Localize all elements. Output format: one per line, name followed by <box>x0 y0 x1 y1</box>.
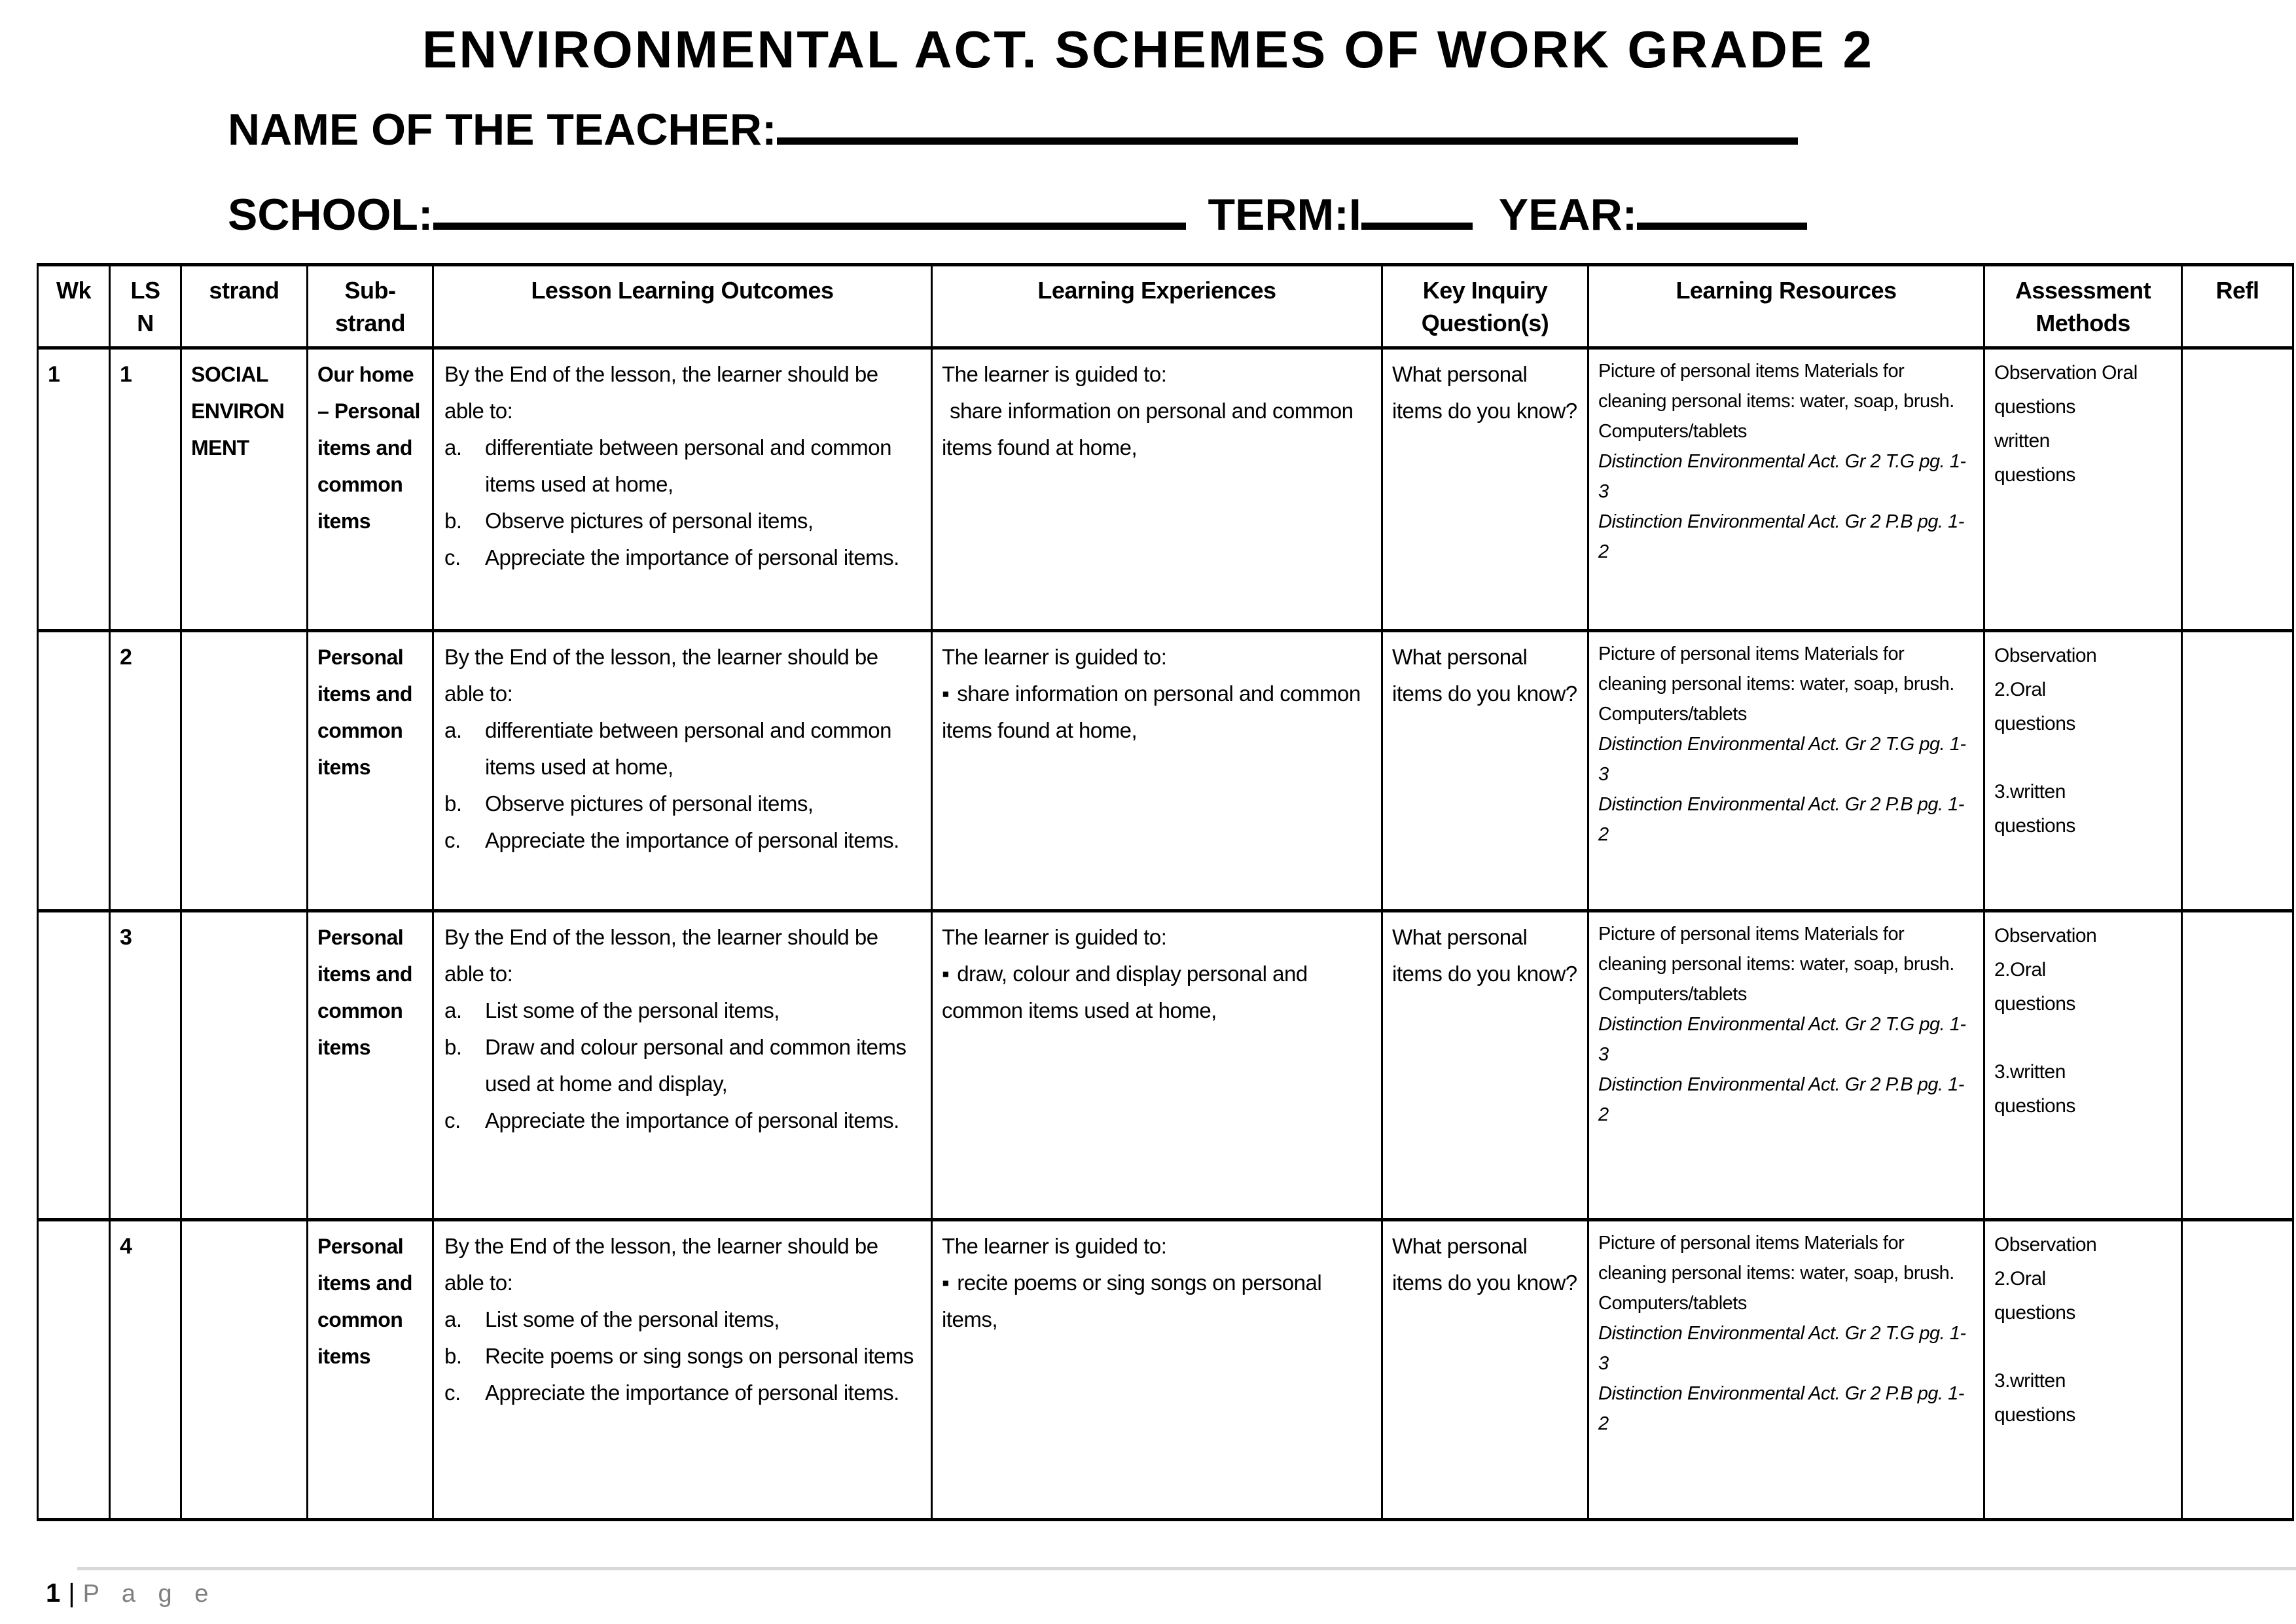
outcomes-intro: By the End of the lesson, the learner should be able to: <box>444 1234 878 1295</box>
teacher-name-line <box>228 99 1798 155</box>
resources-text: Picture of personal items Materials for cleaning personal items: water, soap, brush. <box>1598 361 1954 412</box>
resources-text: Picture of personal items Materials for cleaning personal items: water, soap, brush. <box>1598 924 1954 975</box>
resources-reference: Distinction Environmental Act. Gr 2 P.B pg. 1-2 <box>1598 794 1964 845</box>
assessment-cell: Observation Oral questions written questions <box>1984 348 2182 631</box>
resources-reference: Distinction Environmental Act. Gr 2 T.G pg. 1-3 <box>1598 451 1966 502</box>
resources-reference: Distinction Environmental Act. Gr 2 P.B pg. 1-2 <box>1598 1383 1964 1434</box>
wk-cell: 1 <box>38 348 110 631</box>
school-blank <box>433 185 1186 230</box>
strand-cell: SOCIAL ENVIRON MENT <box>181 348 308 631</box>
bullet-marker: ▪ <box>942 1271 950 1295</box>
col-header-substrand: Sub-strand <box>308 265 433 348</box>
wk-cell <box>38 911 110 1220</box>
outcome-item: b. Recite poems or sing songs on personal items <box>444 1344 914 1368</box>
experiences-cell <box>932 631 1382 911</box>
resources-cell <box>1588 631 1984 911</box>
outcome-item: b. Draw and colour personal and common items used at home and display, <box>444 1035 906 1096</box>
outcome-item: a. differentiate between personal and common items used at home, <box>444 718 891 779</box>
term-label: TERM: <box>1208 190 1349 240</box>
experiences-text: ▪ recite poems or sing songs on personal items, <box>942 1271 1322 1331</box>
lsn-cell: 2 <box>110 631 181 911</box>
assessment-cell: Observation 2.Oral questions 3.written questions <box>1984 911 2182 1220</box>
substrand-cell: Personal items and common items <box>308 631 433 911</box>
col-header-assessment: Assessment Methods <box>1984 265 2182 348</box>
experiences-cell <box>932 1220 1382 1520</box>
footer-divider <box>77 1567 2296 1570</box>
inquiry-cell: What personal items do you know? <box>1382 911 1588 1220</box>
outcome-item: c. Appreciate the importance of personal items. <box>444 545 899 569</box>
outcome-item: a. List some of the personal items, <box>444 998 780 1022</box>
table-header-row <box>38 265 2293 348</box>
outcomes-intro: By the End of the lesson, the learner should be able to: <box>444 645 878 706</box>
resources-reference: Distinction Environmental Act. Gr 2 P.B pg. 1-2 <box>1598 511 1964 562</box>
substrand-cell: Personal items and common items <box>308 1220 433 1520</box>
outcome-item: c. Appreciate the importance of personal items. <box>444 828 899 852</box>
outcome-item: b. Observe pictures of personal items, <box>444 509 814 533</box>
page-footer <box>46 1579 216 1608</box>
refl-cell <box>2182 348 2293 631</box>
outcome-item: c. Appreciate the importance of personal items. <box>444 1108 899 1132</box>
outcome-item: a. differentiate between personal and common items used at home, <box>444 435 891 496</box>
year-label: YEAR: <box>1498 190 1638 240</box>
col-header-outcomes: Lesson Learning Outcomes <box>433 265 932 348</box>
experiences-intro: The learner is guided to: <box>942 362 1167 386</box>
outcomes-cell <box>433 348 932 631</box>
outcome-item: c. Appreciate the importance of personal items. <box>444 1380 899 1405</box>
outcomes-intro: By the End of the lesson, the learner should be able to: <box>444 925 878 986</box>
outcome-item: b. Observe pictures of personal items, <box>444 791 814 816</box>
table-row <box>38 348 2293 631</box>
lsn-cell: 3 <box>110 911 181 1220</box>
col-header-wk: Wk <box>38 265 110 348</box>
resources-reference: Distinction Environmental Act. Gr 2 T.G pg. 1-3 <box>1598 1323 1966 1374</box>
substrand-cell: Personal items and common items <box>308 911 433 1220</box>
term-blank <box>1361 185 1473 230</box>
page-title: ENVIRONMENTAL ACT. SCHEMES OF WORK GRADE 2 <box>422 20 1874 79</box>
col-header-resources: Learning Resources <box>1588 265 1984 348</box>
resources-reference: Distinction Environmental Act. Gr 2 P.B pg. 1-2 <box>1598 1074 1964 1125</box>
refl-cell <box>2182 1220 2293 1520</box>
strand-cell <box>181 1220 308 1520</box>
resources-reference: Distinction Environmental Act. Gr 2 T.G pg. 1-3 <box>1598 734 1966 785</box>
teacher-name-blank <box>777 99 1798 145</box>
resources-text: Picture of personal items Materials for cleaning personal items: water, soap, brush. <box>1598 1233 1954 1284</box>
inquiry-cell: What personal items do you know? <box>1382 631 1588 911</box>
wk-cell <box>38 631 110 911</box>
col-header-strand: strand <box>181 265 308 348</box>
bullet-marker: ▪ <box>942 681 950 706</box>
outcomes-intro: By the End of the lesson, the learner should be able to: <box>444 362 878 423</box>
bullet-marker: ▪ <box>942 962 950 986</box>
resources-text: Picture of personal items Materials for cleaning personal items: water, soap, brush. Computers/tablets <box>1598 643 1954 725</box>
strand-cell <box>181 911 308 1220</box>
experiences-intro: The learner is guided to: <box>942 1234 1167 1258</box>
table-row <box>38 911 2293 1220</box>
page-label: P a g e <box>82 1580 217 1608</box>
outcomes-cell <box>433 911 932 1220</box>
outcomes-cell <box>433 631 932 911</box>
resources-cell <box>1588 1220 1984 1520</box>
table-row <box>38 631 2293 911</box>
col-header-lsn: LS N <box>110 265 181 348</box>
resources-cell <box>1588 348 1984 631</box>
assessment-cell: Observation 2.Oral questions 3.written questions <box>1984 631 2182 911</box>
refl-cell <box>2182 631 2293 911</box>
experiences-cell <box>932 911 1382 1220</box>
teacher-label: NAME OF THE TEACHER: <box>228 105 777 154</box>
substrand-cell: Our home – Personal items and common items <box>308 348 433 631</box>
resources-text: Computers/tablets <box>1598 984 1747 1005</box>
table-row <box>38 1220 2293 1520</box>
outcomes-cell <box>433 1220 932 1520</box>
experiences-text: ▪ share information on personal and common items found at home, <box>942 681 1361 742</box>
experiences-intro: The learner is guided to: <box>942 645 1167 669</box>
resources-cell <box>1588 911 1984 1220</box>
resources-text: Computers/tablets <box>1598 421 1747 442</box>
resources-text: Computers/tablets <box>1598 1293 1747 1314</box>
refl-cell <box>2182 911 2293 1220</box>
experiences-cell <box>932 348 1382 631</box>
col-header-inquiry: Key Inquiry Question(s) <box>1382 265 1588 348</box>
experiences-text: share information on personal and common items found at home, <box>942 399 1354 460</box>
experiences-intro: The learner is guided to: <box>942 925 1167 949</box>
inquiry-cell: What personal items do you know? <box>1382 1220 1588 1520</box>
col-header-refl: Refl <box>2182 265 2293 348</box>
footer-separator: | <box>68 1579 75 1608</box>
col-header-experiences: Learning Experiences <box>932 265 1382 348</box>
schemes-of-work-table <box>37 263 2294 1521</box>
experiences-text: ▪ draw, colour and display personal and common items used at home, <box>942 962 1308 1022</box>
wk-cell <box>38 1220 110 1520</box>
page-number: 1 <box>46 1579 61 1608</box>
outcome-item: a. List some of the personal items, <box>444 1307 780 1331</box>
resources-reference: Distinction Environmental Act. Gr 2 T.G pg. 1-3 <box>1598 1014 1966 1065</box>
inquiry-cell: What personal items do you know? <box>1382 348 1588 631</box>
lsn-cell: 1 <box>110 348 181 631</box>
term-value: I <box>1348 190 1361 240</box>
year-blank <box>1637 185 1807 230</box>
lsn-cell: 4 <box>110 1220 181 1520</box>
school-term-year-line <box>228 185 1807 240</box>
assessment-cell: Observation 2.Oral questions 3.written questions <box>1984 1220 2182 1520</box>
school-label: SCHOOL: <box>228 190 433 240</box>
strand-cell <box>181 631 308 911</box>
